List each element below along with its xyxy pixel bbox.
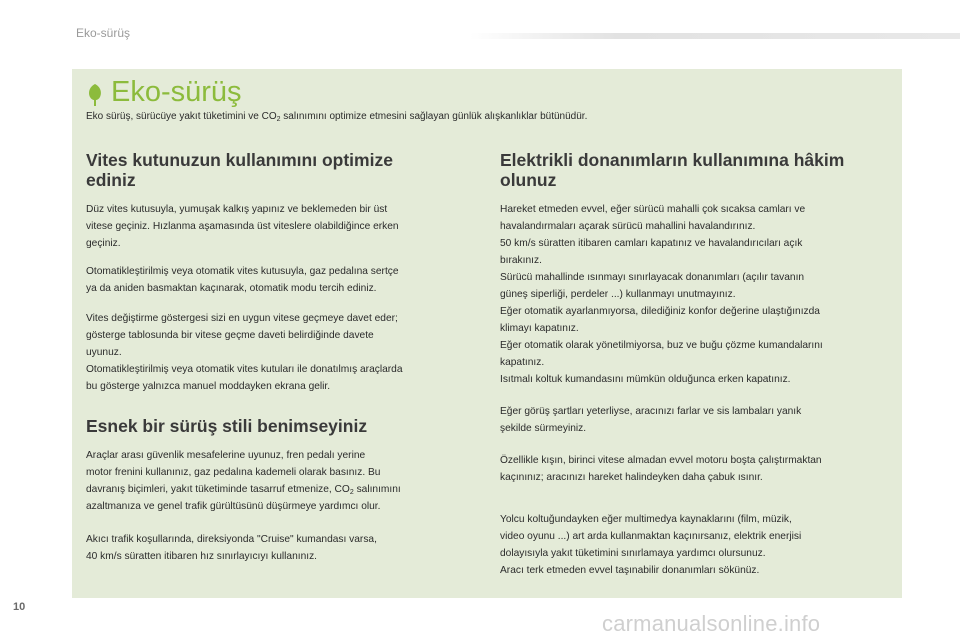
paragraph-ventilation: Hareket etmeden evvel, eğer sürücü mahalli çok sıcaksa camları ve havalandırmaları açarak sürücü mahallini havalandırınız. 50 km/s süratten itibaren camları kapatınız ve havalandırıcıları açık bırakınız. Sürücü mahallinde ısınmayı sınırlayacak donanımları (açılır tavanın güneş siperliği, perdeler ...) kullanmayı unutmayınız. Eğer otomatik ayarlanmıyorsa, dilediğiniz konfor değerine ulaştığınızda klimayı kapatınız. Eğer otomatik olarak yönetilmiyorsa, buz ve buğu çözme kumandalarını kapatınız. Isıtmalı koltuk kumandasını mümkün olduğunca erken kapatınız. (500, 204, 823, 385)
heading-driving-style: Esnek bir sürüş stili benimseyiniz (86, 416, 368, 436)
page-number: 10 (13, 601, 26, 613)
intro-text: Eko sürüş, sürücüye yakıt tüketimini ve $CO_2$ salınımını optimize etmesini sağlayan günlük alışkanlıklar bütünüdür. (86, 111, 588, 123)
heading-gearbox: Vites kutunuzun kullanımını optimize ediniz (86, 150, 393, 190)
paragraph-manual-gearbox: Düz vites kutusuyla, yumuşak kalkış yapınız ve beklemeden bir üst vitese geçiniz. Hızlanma aşamasında üst viteslere olabildiğince erken geçiniz. (86, 204, 399, 249)
header-section-title: Eko-sürüş (76, 26, 131, 40)
paragraph-lights: Eğer görüş şartları yeterliyse, aracınızı farlar ve sis lambaları yanık şekilde sürmeyiniz. (500, 406, 802, 434)
paragraph-multimedia: Yolcu koltuğundayken eğer multimedya kaynaklarını (film, müzik, video oyunu ...) art arda kullanmaktan kaçınırsanız, elektrik enerjisi dolayısıyla yakıt tüketimini sınırlamaya yardımcı olursunuz. Aracı terk etmeden evvel taşınabilir donanımları sökünüz. (500, 514, 802, 576)
paragraph-engine-warmup: Özellikle kışın, birinci vitese almadan evvel motoru boşta çalıştırmaktan kaçınınız; aracınızı hareket halindeyken daha çabuk ısınır. (500, 455, 822, 483)
left-column (86, 150, 476, 565)
paragraph-safe-distance: Araçlar arası güvenlik mesafelerine uyunuz, fren pedalı yerine motor frenini kullanınız, gaz pedalına kademeli olarak basınız. Bu davranış biçimleri, yakıt tüketiminde tasarruf etmenize, $CO_2$ salınımını azaltmanıza ve genel trafik gürültüsünü düşürmeye yardımcı olur. (86, 450, 401, 512)
heading-electrical-equipment: Elektrikli donanımların kullanımına hâkim olunuz (500, 150, 845, 190)
page-title: Eko-sürüş (111, 76, 242, 108)
watermark-text: carmanualsonline.info (602, 611, 821, 636)
header-divider (470, 33, 960, 39)
paragraph-cruise-control: Akıcı trafik koşullarında, direksiyonda "Cruise" kumandası varsa, 40 km/s süratten itibaren hız sınırlayıcıyı kullanınız. (86, 534, 377, 562)
right-column (500, 150, 895, 579)
paragraph-gear-indicator: Vites değiştirme göstergesi sizi en uygun vitese geçmeye davet eder; gösterge tablosunda bir vitese geçme daveti belirdiğinde davete uyunuz. Otomatikleştirilmiş veya otomatik vites kutuları ile donatılmış araçlarda bu gösterge yalnızca manuel moddayken ekrana gelir. (86, 313, 403, 392)
leaf-tree-icon (86, 83, 104, 107)
paragraph-automatic-gearbox: Otomatikleştirilmiş veya otomatik vites kutusuyla, gaz pedalına sertçe ya da aniden basmaktan kaçınarak, otomatik modu tercih ediniz. (86, 266, 399, 294)
